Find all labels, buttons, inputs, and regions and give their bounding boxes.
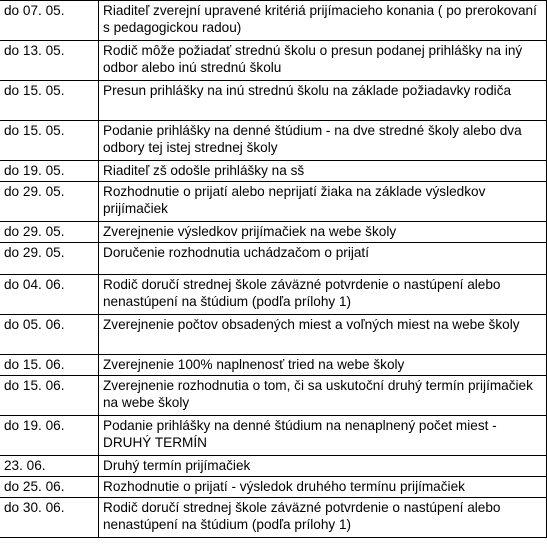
event-cell: Zverejnenie počtov obsadených miest a voľných miest na webe školy <box>99 315 547 355</box>
date-cell: do 19. 05. <box>0 161 99 182</box>
table-row <box>0 376 547 416</box>
table-row <box>0 161 547 182</box>
table-row <box>0 416 547 456</box>
table-row <box>0 1 547 41</box>
event-cell: Doručenie rozhodnutia uchádzačom o prijatí <box>99 243 547 275</box>
table-row <box>0 81 547 121</box>
table-row <box>0 121 547 161</box>
table-row <box>0 456 547 477</box>
table-row <box>0 182 547 222</box>
event-cell: Druhý termín prijímačiek <box>99 456 547 477</box>
event-cell: Riaditeľ zverejní upravené kritériá prijímacieho konania ( po prerokovaní s pedagogickou radou) <box>99 1 547 41</box>
table-row <box>0 243 547 275</box>
schedule-body <box>0 1 547 538</box>
table-row <box>0 275 547 315</box>
date-cell: do 30. 06. <box>0 498 99 538</box>
event-cell: Riaditeľ zš odošle prihlášky na sš <box>99 161 547 182</box>
date-cell: do 29. 05. <box>0 243 99 275</box>
event-cell: Rodič doručí strednej škole záväzné potvrdenie o nastúpení alebo nenastúpení na štúdium (podľa prílohy 1) <box>99 275 547 315</box>
date-cell: do 05. 06. <box>0 315 99 355</box>
event-cell: Rodič doručí strednej škole záväzné potvrdenie o nastúpení alebo nenastúpení na štúdium (podľa prílohy 1) <box>99 498 547 538</box>
date-cell: do 29. 05. <box>0 222 99 243</box>
table-row <box>0 41 547 81</box>
date-cell: do 15. 06. <box>0 376 99 416</box>
table-row <box>0 355 547 376</box>
event-cell: Zverejnenie 100% naplnenosť tried na webe školy <box>99 355 547 376</box>
event-cell: Podanie prihlášky na denné štúdium - na dve stredné školy alebo dva odbory tej istej strednej školy <box>99 121 547 161</box>
event-cell: Rodič môže požiadať strednú školu o presun podanej prihlášky na iný odbor alebo inú strednú školu <box>99 41 547 81</box>
date-cell: do 07. 05. <box>0 1 99 41</box>
date-cell: do 19. 06. <box>0 416 99 456</box>
event-cell: Zverejnenie rozhodnutia o tom, či sa uskutoční druhý termín prijímačiek na webe školy <box>99 376 547 416</box>
event-cell: Podanie prihlášky na denné štúdium na nenaplnený počet miest - DRUHÝ TERMÍN <box>99 416 547 456</box>
date-cell: do 15. 05. <box>0 81 99 121</box>
date-cell: 23. 06. <box>0 456 99 477</box>
date-cell: do 15. 06. <box>0 355 99 376</box>
table-row <box>0 315 547 355</box>
table-row <box>0 222 547 243</box>
date-cell: do 25. 06. <box>0 477 99 498</box>
date-cell: do 13. 05. <box>0 41 99 81</box>
table-row <box>0 498 547 538</box>
event-cell: Rozhodnutie o prijatí alebo neprijatí žiaka na základe výsledkov prijímačiek <box>99 182 547 222</box>
date-cell: do 04. 06. <box>0 275 99 315</box>
event-cell: Rozhodnutie o prijatí - výsledok druhého termínu prijímačiek <box>99 477 547 498</box>
event-cell: Zverejnenie výsledkov prijímačiek na webe školy <box>99 222 547 243</box>
table-row <box>0 477 547 498</box>
event-cell: Presun prihlášky na inú strednú školu na základe požiadavky rodiča <box>99 81 547 121</box>
date-cell: do 15. 05. <box>0 121 99 161</box>
date-cell: do 29. 05. <box>0 182 99 222</box>
